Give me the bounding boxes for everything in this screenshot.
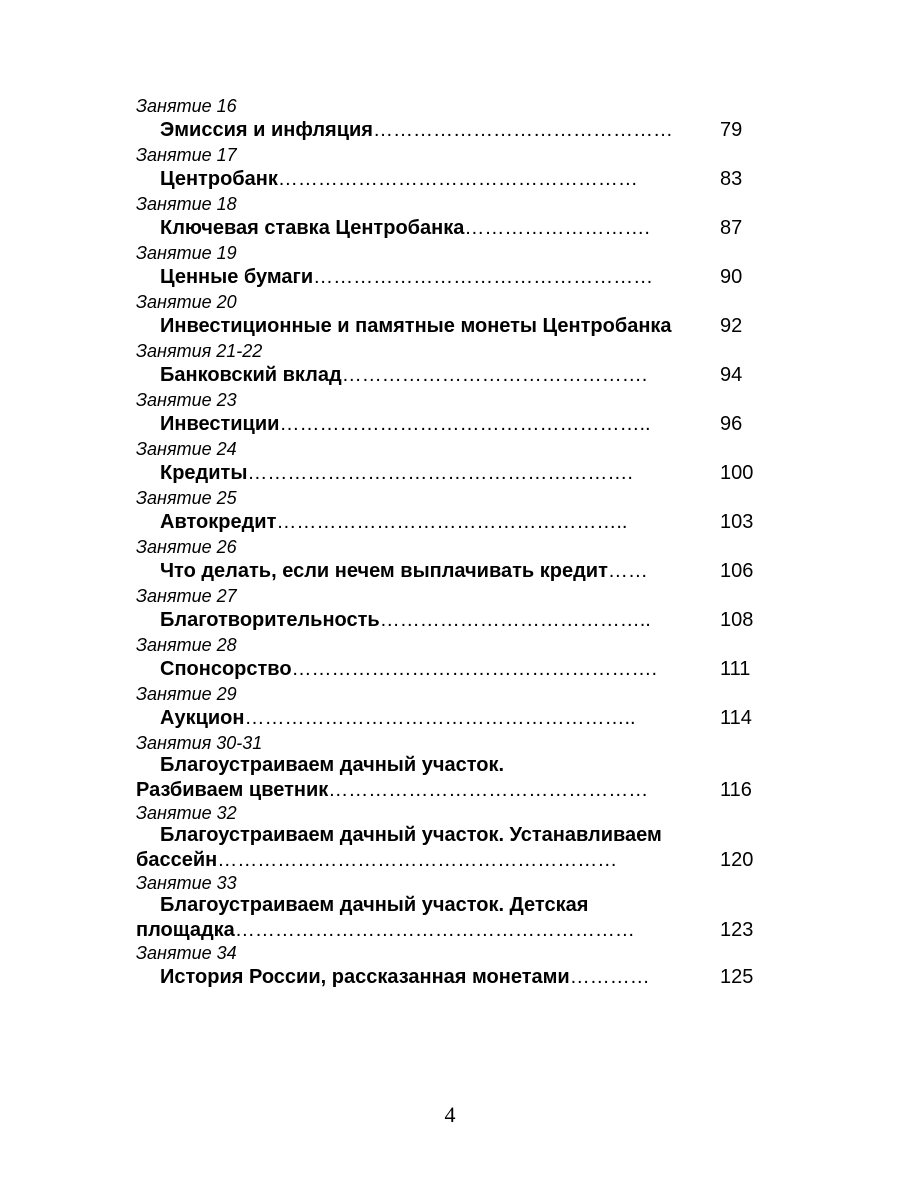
toc-entry-title-line1: Благоустраиваем дачный участок. (160, 754, 505, 776)
toc-leader-dots: ………………………………………… (328, 779, 649, 801)
toc-leader-dots: …………………………………………….. (276, 511, 628, 533)
toc-entry (136, 410, 766, 439)
toc-entry (136, 116, 766, 145)
toc-page-number: 111 (720, 655, 766, 684)
toc-lesson-label: Занятие 28 (136, 635, 237, 655)
toc-entry (136, 823, 766, 873)
toc-lesson-label: Занятие 27 (136, 586, 237, 606)
toc-page-number: 123 (720, 918, 766, 943)
toc-entry-title: Спонсорство (160, 658, 292, 680)
toc-lesson-label: Занятие 20 (136, 292, 237, 312)
toc-leader-dots: ………………………………………………….. (244, 707, 636, 729)
toc-lesson-label: Занятие 19 (136, 243, 237, 263)
toc-entry (136, 893, 766, 943)
toc-leader-dots: ……………………………………… (372, 119, 673, 141)
toc-leader-dots: ………………………………….. (379, 609, 651, 631)
toc-lesson-label: Занятие 17 (136, 145, 237, 165)
toc-entry (136, 312, 766, 341)
toc-lesson-label: Занятие 34 (136, 943, 237, 963)
toc-page-number: 94 (720, 361, 766, 390)
toc-entry-title: Кредиты (160, 462, 248, 484)
toc-entry-title: Ценные бумаги (160, 266, 314, 288)
toc-leader-dots: ………………………. (464, 217, 650, 239)
toc-entry (136, 557, 766, 586)
toc-page-number: 100 (720, 459, 766, 488)
toc-leader-dots: …………………………………………………… (234, 919, 635, 941)
toc-leader-dots: ……………………………………………… (277, 168, 638, 190)
toc-leader-dots: ………………………………………. (341, 364, 648, 386)
toc-entry-title: История России, рассказанная монетами (160, 966, 570, 988)
toc-entry (136, 361, 766, 390)
toc-entry-title: Что делать, если нечем выплачивать кредит (160, 560, 608, 582)
toc-lesson-label: Занятия 30-31 (136, 733, 263, 753)
table-of-contents (136, 96, 766, 992)
toc-lesson-label: Занятие 18 (136, 194, 237, 214)
toc-lesson-label: Занятие 29 (136, 684, 237, 704)
toc-page-number: 96 (720, 410, 766, 439)
toc-leader-dots: …………………………………………………. (247, 462, 633, 484)
toc-entry (136, 508, 766, 537)
toc-entry-title: Ключевая ставка Центробанка (160, 217, 465, 239)
toc-entry (136, 753, 766, 803)
toc-entry-title: площадка (136, 919, 235, 941)
toc-entry (136, 704, 766, 733)
toc-leader-dots: ………… (569, 966, 650, 988)
toc-entry-title: Инвестиции (160, 413, 280, 435)
toc-entry (136, 963, 766, 992)
toc-page-number: 114 (720, 704, 766, 733)
toc-page-number: 90 (720, 263, 766, 292)
page-number: 4 (444, 1102, 456, 1127)
toc-entry (136, 459, 766, 488)
toc-lesson-label: Занятие 24 (136, 439, 237, 459)
toc-entry-title: Разбиваем цветник (136, 779, 329, 801)
toc-leader-dots: …… (607, 560, 648, 582)
toc-page-number: 103 (720, 508, 766, 537)
toc-page-number: 79 (720, 116, 766, 145)
toc-entry-title: Аукцион (160, 707, 245, 729)
toc-entry-title: Центробанк (160, 168, 278, 190)
toc-entry-title-line1: Благоустраиваем дачный участок. Устанавливаем (160, 824, 662, 846)
toc-lesson-label: Занятие 16 (136, 96, 237, 116)
toc-leader-dots: ………………………………………………. (291, 658, 658, 680)
toc-entry-title: Банковский вклад (160, 364, 342, 386)
toc-lesson-label: Занятия 21-22 (136, 341, 263, 361)
toc-entry (136, 263, 766, 292)
toc-page-number: 116 (720, 778, 766, 803)
toc-page-number: 92 (720, 312, 766, 341)
toc-lesson-label: Занятие 26 (136, 537, 237, 557)
toc-entry-title: Инвестиционные и памятные монеты Центробанка (160, 315, 672, 337)
toc-lesson-label: Занятие 33 (136, 873, 237, 893)
toc-leader-dots: ……………………………………………….. (279, 413, 651, 435)
toc-page-number: 120 (720, 848, 766, 873)
toc-entry-title: Автокредит (160, 511, 277, 533)
toc-entry (136, 655, 766, 684)
toc-entry-title-line1: Благоустраиваем дачный участок. Детская (160, 894, 589, 916)
toc-entry-title: Эмиссия и инфляция (160, 119, 373, 141)
toc-entry (136, 606, 766, 635)
toc-page-number: 108 (720, 606, 766, 635)
toc-lesson-label: Занятие 25 (136, 488, 237, 508)
toc-page-number: 87 (720, 214, 766, 243)
toc-page-number: 106 (720, 557, 766, 586)
toc-leader-dots: …………………………………………………… (217, 849, 618, 871)
toc-lesson-label: Занятие 23 (136, 390, 237, 410)
toc-entry (136, 165, 766, 194)
toc-leader-dots: …………………………………………… (313, 266, 654, 288)
toc-page-number: 83 (720, 165, 766, 194)
toc-page-number: 125 (720, 963, 766, 992)
toc-entry-title: Благотворительность (160, 609, 380, 631)
toc-entry-title: бассейн (136, 849, 218, 871)
toc-entry (136, 214, 766, 243)
toc-lesson-label: Занятие 32 (136, 803, 237, 823)
